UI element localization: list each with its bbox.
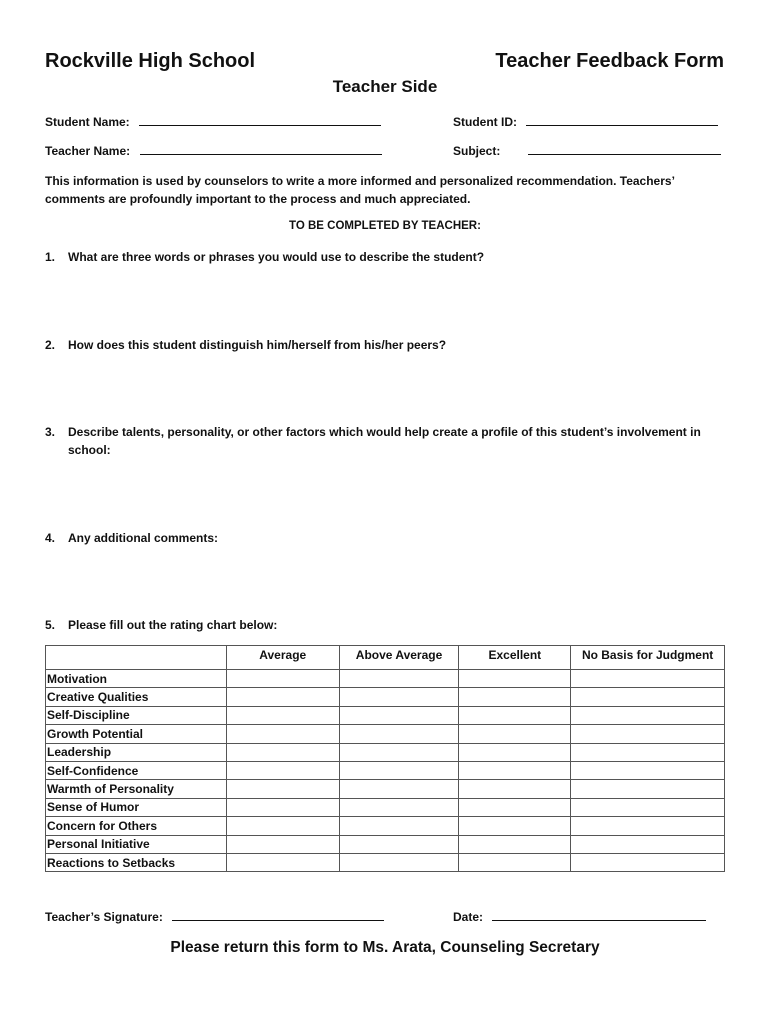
rating-cell-average[interactable] bbox=[226, 780, 339, 798]
student-id-line[interactable] bbox=[526, 114, 718, 126]
rating-row bbox=[46, 761, 725, 779]
question-text: Describe talents, personality, or other factors which would help create a profile of this student’s involvement in school: bbox=[68, 425, 701, 457]
rating-header-above-average: Above Average bbox=[339, 646, 459, 670]
rating-cell-average[interactable] bbox=[226, 688, 339, 706]
school-name: Rockville High School bbox=[45, 50, 256, 72]
rating-row bbox=[46, 798, 725, 816]
rating-row bbox=[46, 688, 725, 706]
rating-cell-average[interactable] bbox=[226, 743, 339, 761]
rating-cell-excellent[interactable] bbox=[459, 670, 571, 688]
rating-row bbox=[46, 743, 725, 761]
question-number: 2. bbox=[45, 338, 56, 352]
question-3 bbox=[45, 423, 725, 459]
rating-row bbox=[46, 835, 725, 853]
form-title: Teacher Feedback Form bbox=[495, 50, 724, 72]
rating-cell-no-basis[interactable] bbox=[571, 761, 725, 779]
rating-header-row bbox=[46, 646, 725, 670]
rating-cell-average[interactable] bbox=[226, 725, 339, 743]
rating-cell-no-basis[interactable] bbox=[571, 688, 725, 706]
student-name-label: Student Name: bbox=[45, 115, 130, 129]
rating-cell-average[interactable] bbox=[226, 798, 339, 816]
signature-field[interactable] bbox=[45, 909, 384, 924]
rating-row bbox=[46, 780, 725, 798]
trait-label: Self-Confidence bbox=[46, 761, 227, 779]
trait-label: Concern for Others bbox=[46, 817, 227, 835]
student-id-label: Student ID: bbox=[453, 115, 517, 129]
rating-cell-average[interactable] bbox=[226, 853, 339, 871]
rating-cell-above-average[interactable] bbox=[339, 780, 459, 798]
rating-header-average: Average bbox=[226, 646, 339, 670]
rating-cell-no-basis[interactable] bbox=[571, 798, 725, 816]
rating-cell-excellent[interactable] bbox=[459, 706, 571, 724]
rating-row bbox=[46, 817, 725, 835]
question-4 bbox=[45, 529, 725, 547]
date-line[interactable] bbox=[492, 909, 706, 921]
subject-line[interactable] bbox=[528, 143, 721, 155]
rating-chart bbox=[45, 645, 725, 872]
trait-label: Self-Discipline bbox=[46, 706, 227, 724]
question-text: How does this student distinguish him/herself from his/her peers? bbox=[68, 338, 447, 352]
teacher-name-field[interactable] bbox=[45, 143, 382, 158]
rating-row bbox=[46, 853, 725, 871]
rating-row bbox=[46, 725, 725, 743]
trait-label: Growth Potential bbox=[46, 725, 227, 743]
question-number: 5. bbox=[45, 618, 56, 632]
rating-cell-above-average[interactable] bbox=[339, 725, 459, 743]
rating-cell-no-basis[interactable] bbox=[571, 725, 725, 743]
rating-cell-above-average[interactable] bbox=[339, 688, 459, 706]
rating-cell-no-basis[interactable] bbox=[571, 706, 725, 724]
subject-field[interactable] bbox=[453, 143, 721, 158]
student-id-field[interactable] bbox=[453, 114, 718, 129]
rating-cell-excellent[interactable] bbox=[459, 798, 571, 816]
intro-text: This information is used by counselors to write a more informed and personalized recommendation. Teachers’ comments are profoundly important to the process and much appreciated. bbox=[45, 174, 675, 206]
rating-row bbox=[46, 706, 725, 724]
rating-cell-above-average[interactable] bbox=[339, 706, 459, 724]
question-5 bbox=[45, 616, 725, 634]
question-number: 1. bbox=[45, 250, 56, 264]
question-text: Please fill out the rating chart below: bbox=[68, 618, 278, 632]
teacher-name-line[interactable] bbox=[140, 143, 382, 155]
trait-label: Personal Initiative bbox=[46, 835, 227, 853]
trait-label: Leadership bbox=[46, 743, 227, 761]
rating-row bbox=[46, 670, 725, 688]
question-2 bbox=[45, 336, 725, 354]
rating-cell-above-average[interactable] bbox=[339, 670, 459, 688]
subject-label: Subject: bbox=[453, 144, 501, 158]
signature-line[interactable] bbox=[172, 909, 384, 921]
rating-cell-no-basis[interactable] bbox=[571, 670, 725, 688]
question-text: What are three words or phrases you would use to describe the student? bbox=[68, 250, 485, 264]
question-number: 3. bbox=[45, 425, 56, 439]
completed-by-heading: TO BE COMPLETED BY TEACHER: bbox=[289, 220, 481, 232]
rating-cell-average[interactable] bbox=[226, 817, 339, 835]
trait-label: Warmth of Personality bbox=[46, 780, 227, 798]
rating-cell-excellent[interactable] bbox=[459, 817, 571, 835]
rating-cell-above-average[interactable] bbox=[339, 853, 459, 871]
trait-label: Motivation bbox=[46, 670, 227, 688]
rating-cell-no-basis[interactable] bbox=[571, 780, 725, 798]
rating-body bbox=[46, 670, 725, 872]
rating-header-no-basis: No Basis for Judgment bbox=[571, 646, 725, 670]
rating-cell-no-basis[interactable] bbox=[571, 835, 725, 853]
rating-cell-excellent[interactable] bbox=[459, 780, 571, 798]
rating-cell-excellent[interactable] bbox=[459, 835, 571, 853]
rating-cell-average[interactable] bbox=[226, 670, 339, 688]
form-subtitle: Teacher Side bbox=[332, 77, 438, 96]
rating-cell-no-basis[interactable] bbox=[571, 743, 725, 761]
return-instructions: Please return this form to Ms. Arata, Counseling Secretary bbox=[170, 939, 600, 956]
rating-cell-average[interactable] bbox=[226, 761, 339, 779]
rating-cell-excellent[interactable] bbox=[459, 688, 571, 706]
trait-label: Reactions to Setbacks bbox=[46, 853, 227, 871]
rating-cell-no-basis[interactable] bbox=[571, 817, 725, 835]
question-1 bbox=[45, 248, 725, 266]
signature-label: Teacher’s Signature: bbox=[45, 910, 163, 924]
trait-label: Sense of Humor bbox=[46, 798, 227, 816]
teacher-name-label: Teacher Name: bbox=[45, 144, 131, 158]
rating-header-excellent: Excellent bbox=[459, 646, 571, 670]
rating-cell-above-average[interactable] bbox=[339, 743, 459, 761]
question-number: 4. bbox=[45, 531, 56, 545]
question-text: Any additional comments: bbox=[68, 531, 219, 545]
date-field[interactable] bbox=[453, 909, 706, 924]
rating-cell-excellent[interactable] bbox=[459, 725, 571, 743]
rating-cell-no-basis[interactable] bbox=[571, 853, 725, 871]
rating-cell-excellent[interactable] bbox=[459, 743, 571, 761]
rating-cell-average[interactable] bbox=[226, 835, 339, 853]
date-label: Date: bbox=[453, 910, 484, 924]
student-name-field[interactable] bbox=[45, 114, 381, 129]
student-name-line[interactable] bbox=[139, 114, 381, 126]
rating-cell-average[interactable] bbox=[226, 706, 339, 724]
rating-cell-above-average[interactable] bbox=[339, 761, 459, 779]
rating-header-trait bbox=[46, 646, 227, 670]
trait-label: Creative Qualities bbox=[46, 688, 227, 706]
rating-cell-above-average[interactable] bbox=[339, 798, 459, 816]
rating-cell-excellent[interactable] bbox=[459, 761, 571, 779]
rating-cell-excellent[interactable] bbox=[459, 853, 571, 871]
rating-cell-above-average[interactable] bbox=[339, 835, 459, 853]
rating-cell-above-average[interactable] bbox=[339, 817, 459, 835]
